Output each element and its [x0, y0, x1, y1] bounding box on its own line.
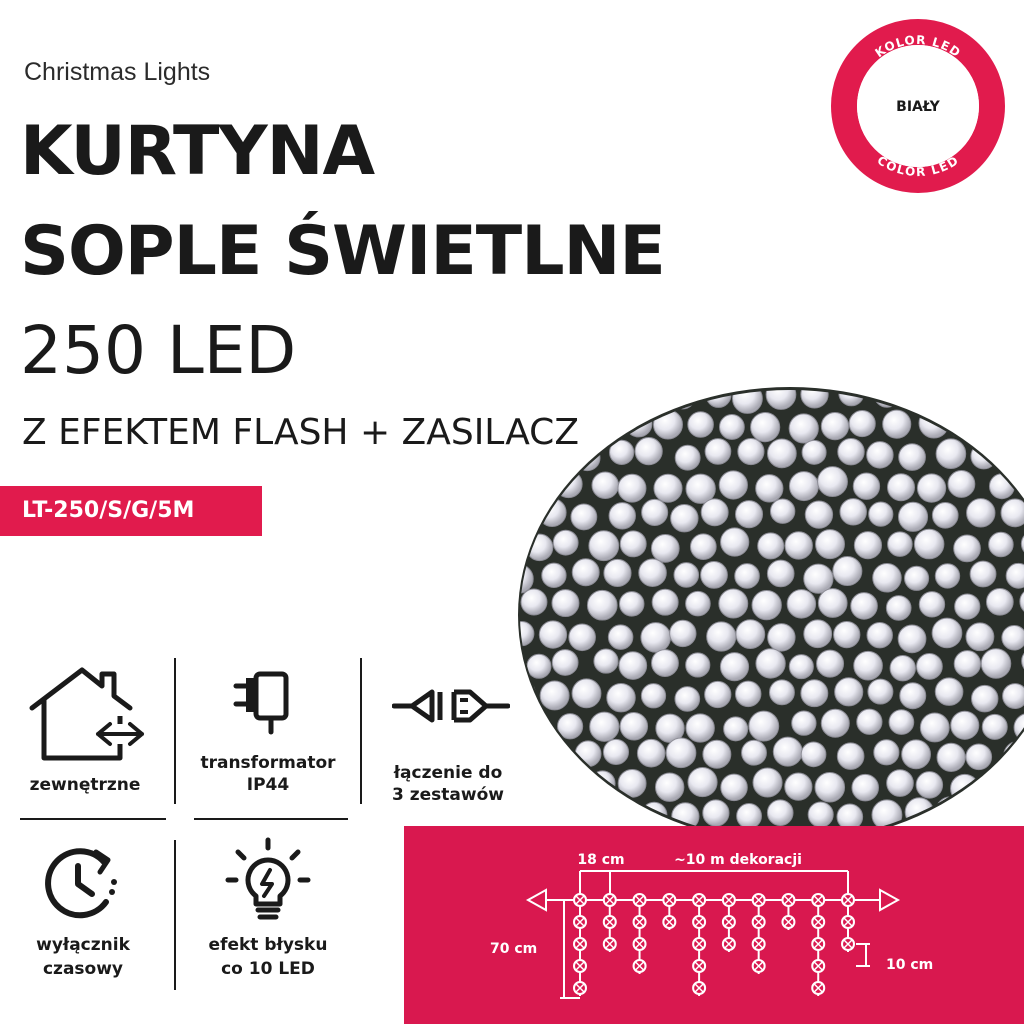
led-bulb [552, 650, 578, 676]
flash-bulb-icon [224, 836, 312, 924]
led-bulb [1001, 803, 1024, 828]
led-bulb [735, 501, 762, 528]
led-bulb [590, 771, 615, 796]
led-bulb [989, 474, 1014, 499]
led-bulb [707, 622, 736, 651]
led-bulb [972, 685, 998, 711]
dimension-diagram [404, 826, 1024, 1024]
led-bulb [835, 678, 863, 706]
led-bulb [537, 381, 564, 408]
feature-label-transformer-1: transformator [200, 753, 336, 773]
led-bulb [854, 532, 881, 559]
led-bulb [873, 564, 902, 593]
led-bulb [886, 596, 911, 621]
led-bulb [536, 443, 564, 471]
feature-label-timer-2: czasowy [42, 959, 124, 979]
led-bulb [767, 800, 793, 826]
led-bulb [955, 594, 980, 619]
divider [174, 840, 176, 990]
led-bulb [883, 410, 911, 438]
product-code-badge: LT-250/S/G/5M [0, 486, 262, 536]
led-ball-image [500, 375, 1024, 855]
led-bulb [868, 679, 893, 704]
led-bulb [590, 712, 619, 741]
led-bulb [604, 379, 633, 408]
led-bulb [767, 439, 796, 468]
divider [174, 658, 176, 804]
led-bulb [982, 714, 1007, 739]
led-bulb [589, 531, 619, 561]
led-bulb [890, 655, 915, 680]
led-bulb [821, 412, 848, 439]
led-bulb [735, 681, 761, 707]
led-bulb [905, 566, 929, 590]
title-line-1: KURTYNA [20, 112, 375, 191]
led-bulb [542, 563, 566, 587]
led-bulb [792, 711, 816, 735]
led-bulb [686, 591, 711, 616]
led-bulb [789, 414, 818, 443]
led-bulb [785, 773, 812, 800]
led-bulb [954, 535, 981, 562]
led-bulb [935, 564, 959, 588]
led-bulb [651, 535, 679, 563]
led-bulb [857, 709, 882, 734]
subtitle: Z EFEKTEM FLASH + ZASILACZ [22, 412, 579, 453]
led-color-value: BIAŁY [896, 99, 940, 115]
led-bulb [637, 739, 665, 767]
led-bulb [815, 772, 845, 802]
led-bulb [737, 804, 762, 829]
led-bulb [635, 438, 662, 465]
led-bulb [618, 474, 646, 502]
led-bulb [808, 802, 833, 827]
led-bulb [639, 559, 667, 587]
led-bulb [1003, 684, 1024, 709]
feature-label-timer-1: wyłącznik [36, 935, 130, 955]
length-label: ~10 m dekoracji [674, 852, 802, 868]
led-bulb [675, 687, 700, 712]
led-bulb [889, 710, 914, 735]
led-bulb [688, 412, 714, 438]
led-bulb [981, 649, 1011, 679]
led-bulb [898, 502, 927, 531]
divider [194, 818, 348, 820]
led-bulb [770, 499, 794, 523]
led-bulb [655, 773, 683, 801]
led-bulb [966, 623, 994, 651]
led-bulb [849, 411, 875, 437]
led-bulb [556, 410, 580, 434]
led-bulb [594, 649, 618, 673]
led-bulb [789, 472, 818, 501]
led-bulb [899, 444, 926, 471]
led-bulb [874, 740, 899, 765]
led-bulb [802, 440, 826, 464]
led-bulb [604, 559, 631, 586]
led-bulb [1020, 470, 1024, 495]
led-bulb [970, 561, 996, 587]
divider [20, 818, 166, 820]
led-bulb [986, 588, 1013, 615]
led-bulb [504, 564, 533, 593]
led-bulb [954, 651, 980, 677]
led-bulb [919, 592, 944, 617]
led-bulb [686, 714, 714, 742]
led-bulb [751, 413, 780, 442]
led-bulb [900, 683, 926, 709]
led-bulb [735, 564, 760, 589]
led-bulb [756, 475, 783, 502]
led-bulb [905, 798, 933, 826]
led-bulb [690, 534, 716, 560]
led-bulb [935, 678, 963, 706]
connector-icon [392, 684, 510, 728]
led-bulb [607, 683, 635, 711]
led-bulb [620, 713, 647, 740]
led-bulb [951, 711, 979, 739]
led-bulb [789, 655, 813, 679]
led-bulb [742, 740, 767, 765]
feature-label-transformer-2: IP44 [246, 775, 290, 795]
led-bulb [720, 653, 748, 681]
led-bulb [1017, 414, 1024, 442]
led-bulb [521, 589, 547, 615]
led-bulb [1001, 499, 1024, 527]
led-bulb [654, 474, 682, 502]
right-plug [880, 890, 898, 910]
led-bulb [542, 799, 568, 825]
led-bulb [854, 651, 883, 680]
led-bulb [620, 531, 646, 557]
led-bulb [818, 589, 847, 618]
led-bulb [592, 472, 619, 499]
led-bulb [852, 774, 879, 801]
led-bulb [869, 502, 893, 526]
led-bulb [719, 471, 747, 499]
title-line-3: 250 LED [20, 312, 297, 389]
led-bulb [937, 743, 965, 771]
led-bulb [1002, 625, 1024, 650]
led-bulb [916, 772, 942, 798]
led-bulb [821, 709, 849, 737]
led-bulb [674, 563, 699, 588]
led-bulb [987, 767, 1016, 796]
led-bulb [948, 471, 975, 498]
led-bulb [758, 533, 784, 559]
led-bulb [642, 499, 668, 525]
timer-clock-icon [40, 840, 124, 924]
led-bulb [543, 742, 570, 769]
led-bulb [705, 681, 731, 707]
curtain-diagram [404, 826, 1024, 1024]
ring-top-label: KOLOR LED [872, 32, 964, 61]
height-label: 70 cm [490, 941, 538, 957]
led-bulb [932, 618, 962, 648]
led-bulb [512, 503, 536, 527]
led-bulb [575, 741, 601, 767]
led-bulb [540, 681, 569, 710]
led-bulb [571, 504, 597, 530]
feature-label-connect-1: łączenie do [393, 763, 503, 783]
led-bulb [805, 501, 832, 528]
led-bulb [917, 654, 943, 680]
led-bulb [670, 620, 696, 646]
led-bulb [867, 622, 892, 647]
led-bulb [1005, 382, 1024, 407]
led-bulb [749, 711, 779, 741]
brand-name: Christmas Lights [24, 58, 211, 86]
title-line-2: SOPLE ŚWIETLNE [20, 212, 665, 291]
led-bulb [572, 679, 601, 708]
led-bulb [801, 742, 826, 767]
led-bulb [920, 713, 949, 742]
led-bulb [555, 769, 584, 798]
led-bulb [521, 467, 549, 495]
left-plug [528, 890, 546, 910]
led-bulb [703, 800, 729, 826]
led-bulb [936, 439, 966, 469]
led-bulb [719, 589, 748, 618]
led-bulb [587, 413, 615, 441]
led-bulb [607, 801, 631, 825]
led-bulb [902, 740, 931, 769]
led-bulb [527, 654, 551, 678]
led-bulb [705, 439, 731, 465]
led-bulb [753, 768, 782, 797]
led-bulb [652, 650, 679, 677]
led-bulb [609, 503, 635, 529]
led-bulb [653, 410, 682, 439]
led-bulb [619, 652, 647, 680]
led-bulb [888, 532, 913, 557]
led-bulb [719, 415, 744, 440]
led-bulb [966, 744, 992, 770]
led-bulb [641, 623, 671, 653]
led-bulb [966, 386, 991, 411]
led-bulb [603, 739, 628, 764]
feature-label-flash-1: efekt błysku [208, 935, 328, 955]
led-bulb [766, 380, 796, 410]
led-bulb [801, 680, 828, 707]
led-bulb [756, 649, 785, 678]
led-color-badge [830, 18, 1006, 194]
led-bulb [703, 740, 731, 768]
led-bulb [525, 768, 551, 794]
feature-label-outdoor: zewnętrzne [29, 775, 141, 795]
led-bulb [967, 499, 995, 527]
led-bulb [853, 473, 879, 499]
led-bulb [724, 717, 748, 741]
led-bulb [738, 438, 764, 464]
led-bulb [914, 529, 944, 559]
led-bulb [773, 737, 802, 766]
led-bulb [553, 530, 578, 555]
led-bulb [834, 621, 860, 647]
led-bulb [701, 562, 728, 589]
led-bulb [787, 590, 815, 618]
led-bulb [801, 381, 828, 408]
led-bulb [838, 438, 864, 464]
led-bulb [989, 532, 1014, 557]
led-bulb [511, 441, 535, 465]
led-bulb [936, 797, 965, 826]
led-bulb [752, 590, 781, 619]
led-bulb [840, 499, 866, 525]
led-bulb [539, 621, 566, 648]
led-bulb [999, 437, 1024, 466]
led-bulb [619, 592, 643, 616]
led-bulb [817, 650, 844, 677]
led-bulb [701, 499, 728, 526]
led-bulb [932, 502, 958, 528]
led-bulb [652, 589, 678, 615]
transformer-plug-icon [228, 660, 308, 736]
led-bulb [736, 620, 765, 649]
led-bulb [732, 384, 762, 414]
led-bulb [804, 620, 832, 648]
led-bulb [675, 445, 700, 470]
led-bulb [917, 474, 945, 502]
gap-label: 10 cm [886, 957, 934, 973]
led-bulb [983, 407, 1013, 437]
led-bulb [938, 381, 964, 407]
feature-label-flash-2: co 10 LED [221, 959, 315, 979]
led-bulb [887, 770, 914, 797]
led-bulb [818, 467, 848, 497]
led-bulb [904, 381, 929, 406]
house-outdoor-icon [26, 664, 148, 764]
led-bulb [851, 593, 878, 620]
led-bulb [785, 532, 812, 559]
led-bulb [816, 530, 845, 559]
spacing-label: 18 cm [577, 852, 625, 868]
led-bulb [721, 528, 749, 556]
divider [360, 658, 362, 804]
led-bulb [640, 378, 667, 405]
led-bulb [525, 409, 550, 434]
led-bulb [768, 624, 795, 651]
led-bulb [641, 684, 665, 708]
feature-label-connect-2: 3 zestawów [392, 785, 504, 805]
ring-bottom-label: COLOR LED [874, 153, 962, 180]
led-bulb [569, 384, 597, 412]
led-bulb [887, 474, 914, 501]
led-bulb [837, 743, 864, 770]
led-bulb [666, 738, 696, 768]
led-bulb [572, 559, 599, 586]
led-bulb [508, 383, 533, 408]
led-bulb [833, 556, 862, 585]
led-bulb [671, 504, 698, 531]
led-bulb [767, 560, 794, 587]
led-bulb [867, 442, 893, 468]
led-bulb [721, 774, 748, 801]
led-bulb [769, 680, 794, 705]
led-bulb [552, 590, 579, 617]
led-bulb [608, 625, 633, 650]
led-bulb [688, 767, 717, 796]
led-bulb [587, 590, 617, 620]
led-bulb [569, 624, 596, 651]
led-bulb [686, 653, 710, 677]
led-bulb [898, 625, 926, 653]
